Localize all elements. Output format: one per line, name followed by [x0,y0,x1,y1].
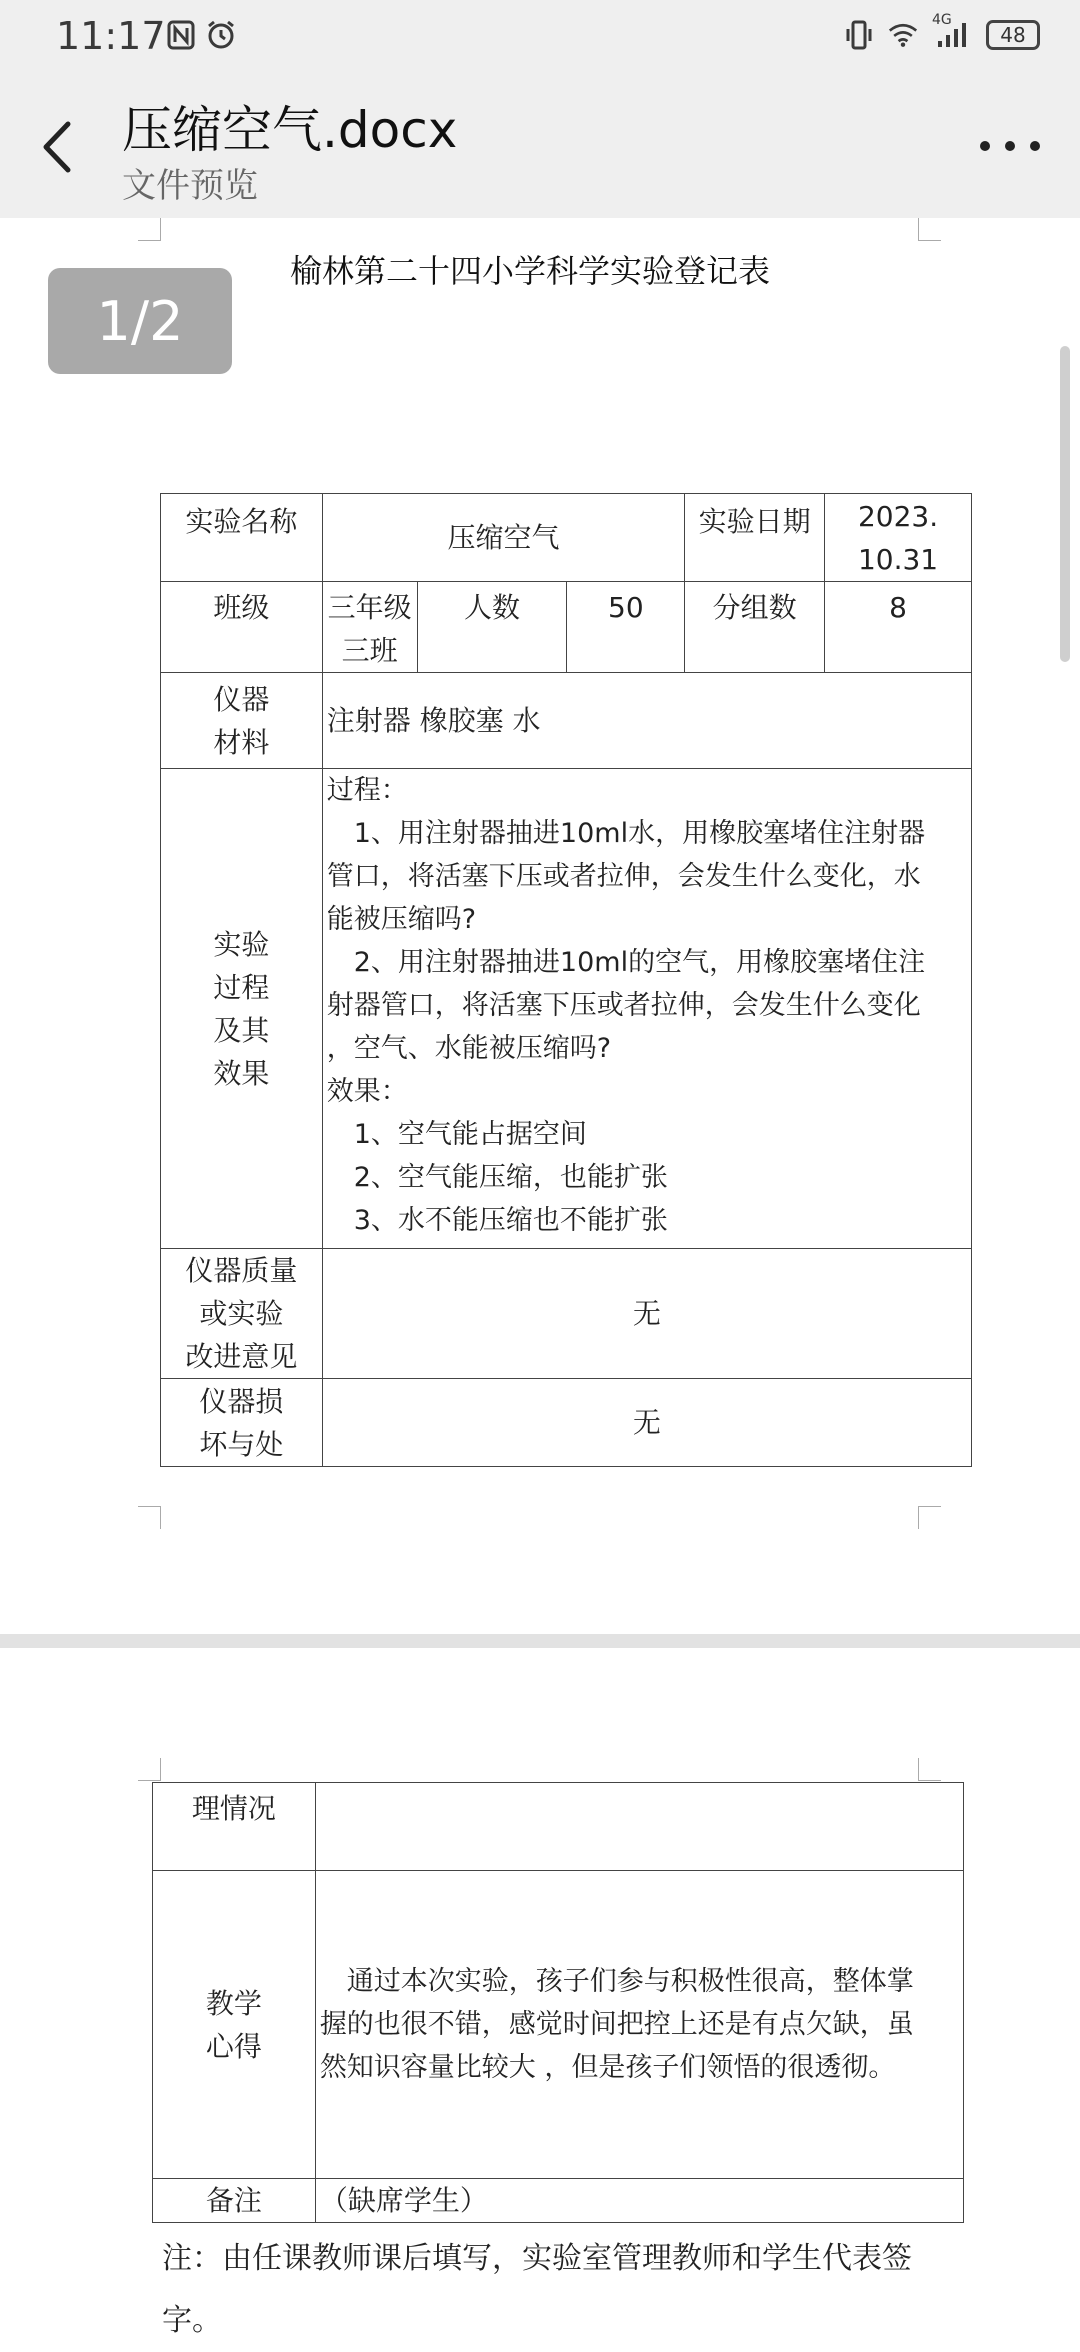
groups-label: 分组数 [685,582,825,673]
alarm-icon [206,18,236,52]
table-row [161,769,972,1249]
remarks-value: （缺席学生） [315,2179,963,2223]
page-corner-mark [918,218,941,241]
process-label [161,769,323,1249]
equipment-label [161,673,323,769]
experiment-record-table-continued [152,1782,964,2223]
process-line: 1、用注射器抽进10ml水，用橡胶塞堵住注射器 [326,818,926,849]
process-line: 2、用注射器抽进10ml的空气，用橡胶塞堵住注 [326,947,926,978]
exp-date-line: 10.31 [857,542,939,576]
table-row [161,494,972,582]
more-dot-icon [980,141,990,151]
exp-date-line: 2023. [857,499,939,533]
quality-label [161,1249,323,1379]
process-line: 2、空气能压缩，也能扩张 [326,1162,668,1193]
quality-label-line: 或实验 [199,1297,284,1330]
vibrate-icon [844,18,874,52]
page-corner-mark [138,218,161,241]
more-options-button[interactable] [980,116,1040,176]
process-label-line: 及其 [213,1013,270,1047]
file-title: 压缩空气.docx [122,101,458,159]
teaching-line: 然知识容量比较大 ，但是孩子们领悟的很透彻。 [319,2052,896,2083]
count-label: 人数 [417,582,567,673]
app-bar [0,76,1080,218]
nfc-icon [166,18,196,52]
teaching-content [315,1871,963,2179]
equipment-label-line: 仪器 [213,682,270,716]
footnote-line: 注：由任课教师课后填写，实验室管理教师和学生代表签 [162,2241,912,2276]
quality-label-line: 改进意见 [185,1340,298,1373]
page-corner-mark [138,1758,161,1781]
class-value-line: 三班 [341,634,398,667]
footnote-line: 字。 [162,2303,222,2338]
process-line: 管口，将活塞下压或者拉伸，会发生什么变化，水 [326,861,921,892]
process-line: 3、水不能压缩也不能扩张 [326,1205,668,1236]
page-corner-mark [918,1506,941,1529]
class-value-line: 三年级 [327,591,412,624]
table-row [161,1379,972,1467]
status-bar [0,0,1080,76]
page-indicator: 1/2 [48,268,232,374]
process-line: 过程： [326,775,408,806]
battery-icon: 48 [986,20,1040,50]
groups-value: 8 [825,582,972,673]
class-value [322,582,417,673]
teaching-label-line: 心得 [205,2029,262,2063]
equipment-label-line: 材料 [213,725,270,759]
back-button[interactable] [34,112,82,182]
table-row [161,673,972,769]
page-corner-mark [138,1506,161,1529]
process-line: 能被压缩吗? [326,904,477,935]
exp-date-value [825,494,972,582]
process-content [322,769,971,1249]
file-subtitle: 文件预览 [122,166,258,206]
cellular-signal-icon [932,12,972,52]
process-line: 1、空气能占据空间 [326,1119,587,1150]
process-line: 射器管口，将活塞下压或者拉伸，会发生什么变化 [326,990,921,1021]
teaching-line: 通过本次实验，孩子们参与积极性很高，整体掌 [319,1966,914,1997]
footnote [162,2228,982,2352]
document-title: 榆林第二十四小学科学实验登记表 [290,252,771,290]
scrollbar-thumb[interactable] [1060,346,1070,662]
process-label-line: 过程 [213,970,270,1004]
table-row [161,582,972,673]
count-value: 50 [567,582,685,673]
damage-value: 无 [322,1379,971,1467]
continued-value [315,1783,963,1871]
continued-label: 理情况 [153,1783,316,1871]
process-line: ，空气、水能被压缩吗? [326,1033,612,1064]
damage-label-line: 仪器损 [199,1384,284,1418]
table-row [153,1871,964,2179]
teaching-label [153,1871,316,2179]
more-dot-icon [1005,141,1015,151]
teaching-label-line: 教学 [205,1986,262,2020]
teaching-line: 握的也很不错，感觉时间把控上还是有点欠缺，虽 [319,2009,914,2040]
status-icons-right [844,12,1040,52]
damage-label [161,1379,323,1467]
quality-label-line: 仪器质量 [185,1254,298,1287]
equipment-value: 注射器 橡胶塞 水 [322,673,971,769]
experiment-record-table [160,493,972,1467]
more-dot-icon [1030,141,1040,151]
process-label-line: 效果 [213,1056,270,1090]
process-label-line: 实验 [213,927,270,961]
damage-label-line: 坏与处 [199,1427,284,1461]
status-icons-left [166,18,236,52]
table-row [153,1783,964,1871]
exp-name-label: 实验名称 [161,494,323,582]
process-line: 效果： [326,1076,408,1107]
class-label: 班级 [161,582,323,673]
back-arrow-icon [34,112,82,182]
quality-value: 无 [322,1249,971,1379]
wifi-icon [888,18,918,52]
page-corner-mark [918,1758,941,1781]
page-separator [0,1634,1080,1648]
table-row [161,1249,972,1379]
table-row [153,2179,964,2223]
status-time: 11:17 [56,14,166,58]
remarks-label: 备注 [153,2179,316,2223]
exp-date-label: 实验日期 [685,494,825,582]
network-type-label: 4G [932,12,952,28]
exp-name-value: 压缩空气 [322,494,685,582]
